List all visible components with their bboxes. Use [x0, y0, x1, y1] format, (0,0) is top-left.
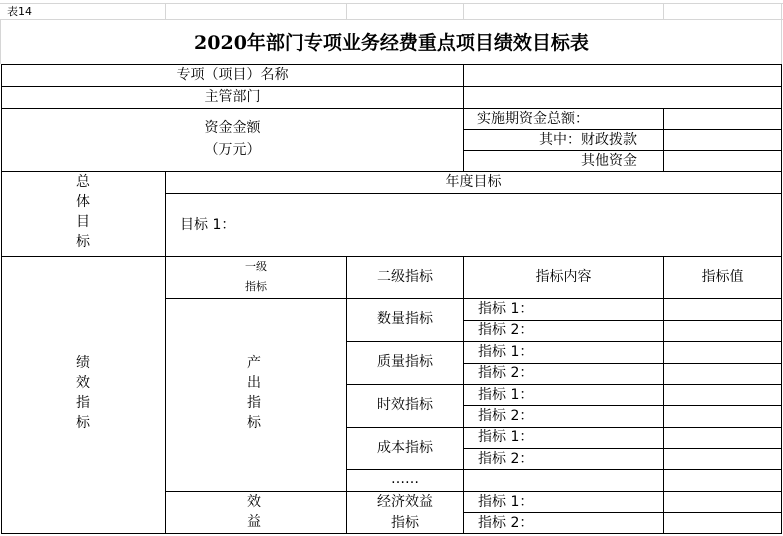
cost-item-2: 指标 2： — [478, 451, 534, 467]
economic-benefit-indicator: 经济效益 — [377, 494, 433, 510]
other-funds-label: 其他资金 — [581, 153, 637, 169]
cost-indicator: 成本指标 — [377, 440, 433, 456]
timeliness-indicator: 时效指标 — [377, 397, 433, 413]
goal-1: 目标 1： — [180, 217, 236, 233]
benefit-indicator-label: 效 益 — [247, 494, 261, 530]
level2-header: 二级指标 — [377, 269, 433, 285]
benefit-item-2: 指标 2： — [478, 515, 534, 531]
timeliness-item-2: 指标 2： — [478, 408, 534, 424]
content-header: 指标内容 — [535, 269, 592, 285]
funds-label: 资金金额 — [204, 120, 261, 136]
sheet-label: 表14 — [7, 5, 32, 18]
quantity-item-2: 指标 2： — [478, 322, 534, 338]
annual-goal-header: 年度目标 — [445, 174, 502, 190]
economic-benefit-indicator-suffix: 指标 — [391, 515, 419, 531]
quality-indicator: 质量指标 — [377, 354, 433, 370]
ellipsis-row: …… — [391, 471, 419, 487]
quality-item-2: 指标 2： — [478, 365, 534, 381]
funds-unit-label: （万元） — [204, 142, 261, 158]
page-title: 2020年部门专项业务经费重点项目绩效目标表 — [194, 32, 589, 54]
department-label: 主管部门 — [204, 89, 261, 105]
overall-goal-label: 总 体 目 标 — [76, 174, 90, 250]
quantity-indicator: 数量指标 — [377, 311, 433, 327]
timeliness-item-1: 指标 1： — [478, 387, 534, 403]
fiscal-funds-label: 其中：财政拨款 — [539, 132, 637, 148]
level1-header-bottom: 指标 — [245, 280, 267, 293]
quantity-item-1: 指标 1： — [478, 301, 534, 317]
value-header: 指标值 — [701, 269, 744, 285]
total-funds-label: 实施期资金总额： — [477, 111, 589, 127]
output-indicator-label: 产 出 指 标 — [247, 355, 261, 431]
level1-header-top: 一级 — [245, 260, 267, 273]
cost-item-1: 指标 1： — [478, 429, 534, 445]
benefit-item-1: 指标 1： — [478, 494, 534, 510]
project-name-label: 专项（项目）名称 — [176, 67, 289, 83]
quality-item-1: 指标 1： — [478, 344, 534, 360]
performance-indicator-label: 绩 效 指 标 — [76, 355, 90, 431]
